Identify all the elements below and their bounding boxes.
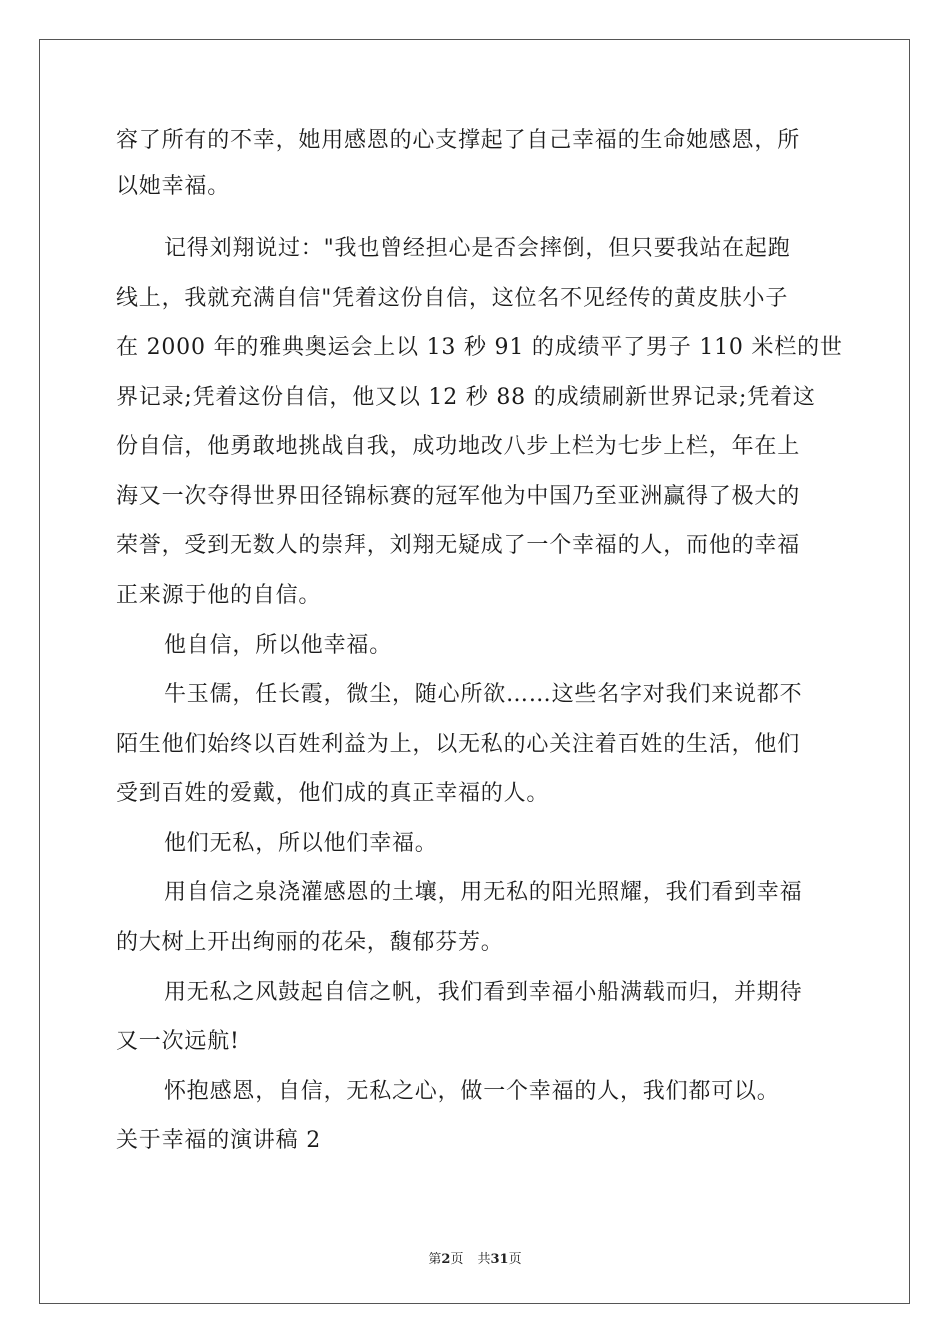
text-line: 海又一次夺得世界田径锦标赛的冠军他为中国乃至亚洲赢得了极大的	[116, 484, 801, 509]
section-heading: 关于幸福的演讲稿 2	[116, 1128, 321, 1153]
text-line: 的大树上开出绚丽的花朵，馥郁芬芳。	[116, 930, 504, 955]
text-line: 以她幸福。	[116, 174, 231, 199]
page-border	[39, 39, 910, 1304]
text-line: 容了所有的不幸，她用感恩的心支撑起了自己幸福的生命她感恩，所	[116, 128, 801, 153]
text-line: 用自信之泉浇灌感恩的土壤，用无私的阳光照耀，我们看到幸福	[164, 880, 803, 905]
text-line: 怀抱感恩，自信，无私之心，做一个幸福的人，我们都可以。	[164, 1079, 780, 1104]
text-line: 受到百姓的爱戴，他们成的真正幸福的人。	[116, 781, 550, 806]
text-line: 他自信，所以他幸福。	[164, 633, 393, 658]
total-prefix: 共	[477, 1252, 491, 1267]
text-line: 界记录;凭着这份自信，他又以 12 秒 88 的成绩刷新世界记录;凭着这	[116, 385, 816, 410]
text-line: 在 2000 年的雅典奥运会上以 13 秒 91 的成绩平了男子 110 米栏的世	[116, 335, 843, 360]
text-line: 他们无私，所以他们幸福。	[164, 831, 438, 856]
text-line: 用无私之风鼓起自信之帆，我们看到幸福小船满载而归，并期待	[164, 980, 803, 1005]
page-suffix: 页	[450, 1252, 464, 1267]
text-line: 线上，我就充满自信"凭着这份自信，这位名不见经传的黄皮肤小子	[116, 286, 789, 311]
text-line: 记得刘翔说过："我也曾经担心是否会摔倒，但只要我站在起跑	[164, 236, 791, 261]
page-footer	[0, 1248, 950, 1267]
text-line: 牛玉儒，任长霞，微尘，随心所欲……这些名字对我们来说都不	[164, 682, 803, 707]
text-line: 份自信，他勇敢地挑战自我，成功地改八步上栏为七步上栏，年在上	[116, 434, 801, 459]
page-prefix: 第	[428, 1252, 442, 1267]
total-suffix: 页	[508, 1252, 522, 1267]
page-number: 2	[441, 1252, 451, 1267]
text-line: 又一次远航!	[116, 1029, 240, 1054]
text-line: 正来源于他的自信。	[116, 583, 322, 608]
text-line: 荣誉，受到无数人的崇拜，刘翔无疑成了一个幸福的人，而他的幸福	[116, 533, 801, 558]
total-pages: 31	[490, 1252, 509, 1267]
text-line: 陌生他们始终以百姓利益为上，以无私的心关注着百姓的生活，他们	[116, 732, 801, 757]
